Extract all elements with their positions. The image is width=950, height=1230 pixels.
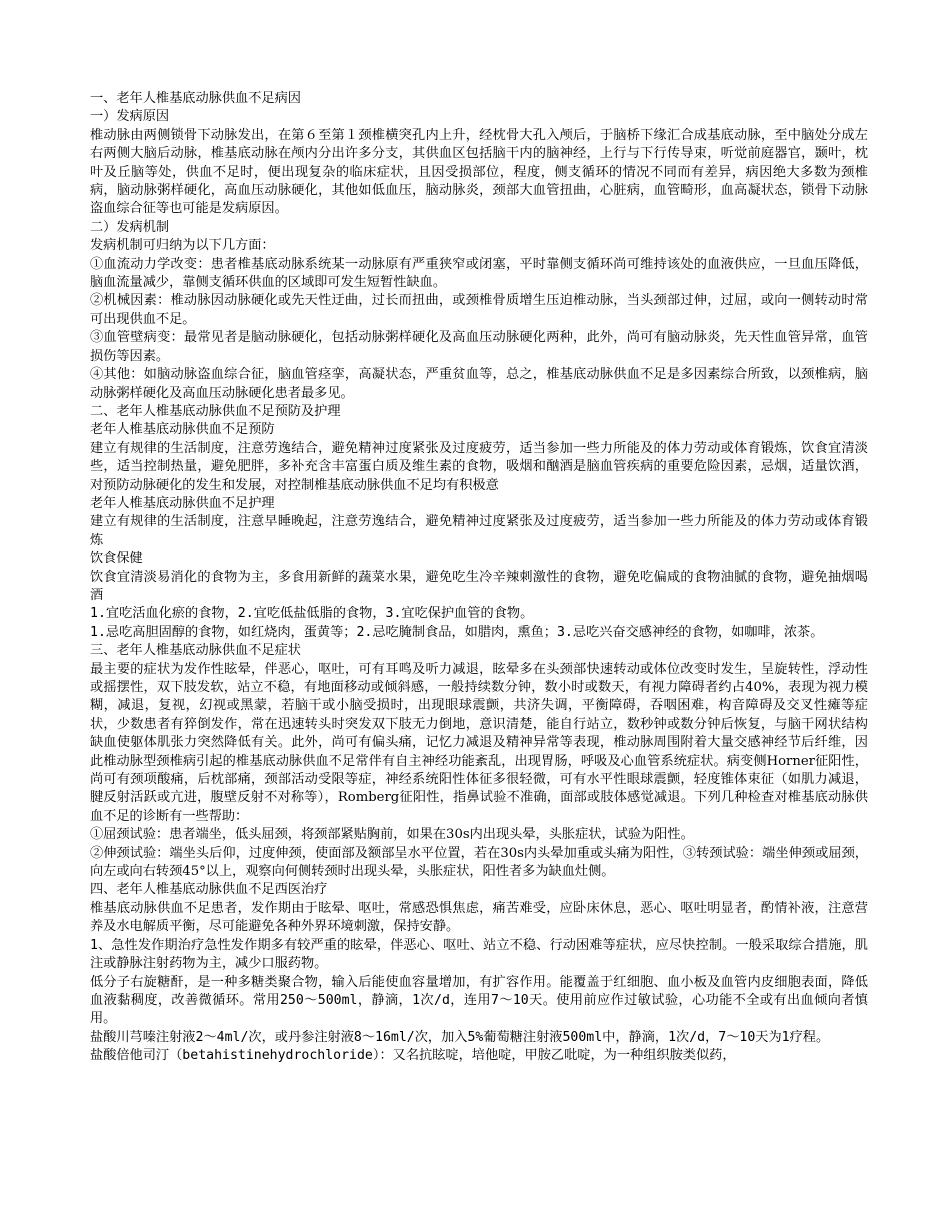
subheading-prevention: 老年人椎基底动脉供血不足预防 xyxy=(90,422,275,438)
paragraph-flexion-test: ①屈颈试验：患者端坐，低头屈颈，将颈部紧贴胸前，如果在30s内出现头晕，头胀症状，试验为阳性。 xyxy=(90,827,694,843)
paragraph-onset-cause: 椎动脉由两侧锁骨下动脉发出，在第６至第１颈椎横突孔内上升，经枕骨大孔入颅后，于脑桥下缘汇合成基底动脉，至中脑处分成左右两侧大脑后动脉，椎基底动脉在颅内分出许多分支，其供血区包括脑干内的脑神经，上行与下行传导束，听觉前庭器官，颞叶，枕叶及丘脑等处，供血不足时，便出现复杂的临床症状，且因受损部位，程度，侧支循环的情况不同而有差异，病因绝大多数为颈椎病，脑动脉粥样硬化，高血压动脉硬化，其他如低血压，脑动脉炎，颈部大血管扭曲，心脏病，血管畸形，血高凝状态，锁骨下动脉盗血综合征等也可能是发病原因。 xyxy=(90,127,868,217)
paragraph-diet: 饮食宜清淡易消化的食物为主，多食用新鲜的蔬菜水果，避免吃生冷辛辣刺激性的食物，避免吃偏咸的食物油腻的食物，避免抽烟喝酒 xyxy=(90,569,868,603)
heading-prevention-care: 二、老年人椎基底动脉供血不足预防及护理 xyxy=(90,403,341,419)
paragraph-dextran: 低分子右旋糖酐，是一种多糖类聚合物，输入后能使血容量增加，有扩容作用。能覆盖于红细胞、血小板及血管内皮细胞表面，降低血液黏稠度，改善微循环。常用250～500ml，静滴，1次/d，连用7～10天。使用前应作过敏试验，心功能不全或有出血倾向者慎用。 xyxy=(90,974,868,1027)
paragraph-diet-avoid: 1.忌吃高胆固醇的食物，如红烧肉，蛋黄等；2.忌吃腌制食品，如腊肉，熏鱼；3.忌吃兴奋交感神经的食物，如咖啡，浓茶。 xyxy=(90,624,824,640)
paragraph-mechanism-4: ④其他：如脑动脉盗血综合征，脑血管痉挛，高凝状态，严重贫血等，总之，椎基底动脉供血不足是多因素综合所致，以颈椎病，脑动脉粥样硬化及高血压动脉硬化患者最多见。 xyxy=(90,367,868,401)
paragraph-care: 建立有规律的生活制度，注意早睡晚起，注意劳逸结合，避免精神过度紧张及过度疲劳，适当参加一些力所能及的体力劳动或体育锻炼 xyxy=(90,514,868,548)
paragraph-extension-rotation-test: ②伸颈试验：端坐头后仰，过度伸颈，使面部及额部呈水平位置，若在30s内头晕加重或头痛为阳性，③转颈试验：端坐伸颈或屈颈，向左或向右转颈45°以上，观察向何侧转颈时出现头晕，头胀症状，阳性者多为缺血灶侧。 xyxy=(90,845,868,880)
heading-causes: 一、老年人椎基底动脉供血不足病因 xyxy=(90,91,301,106)
heading-western-treatment: 四、老年人椎基底动脉供血不足西医治疗 xyxy=(90,882,328,898)
paragraph-prevention: 建立有规律的生活制度，注意劳逸结合，避免精神过度紧张及过度疲劳，适当参加一些力所能及的体力劳动或体育锻炼，饮食宜清淡些，适当控制热量，避免肥胖，多补充含丰富蛋白质及维生素的食物，吸烟和酗酒是脑血管疾病的重要危险因素，忌烟，适量饮酒，对预防动脉硬化的发生和发展，对控制椎基底动脉供血不足均有积极意 xyxy=(90,440,868,493)
paragraph-mechanism-2: ②机械因素：椎动脉因动脉硬化或先天性迂曲，过长而扭曲，或颈椎骨质增生压迫椎动脉，当头颈部过伸，过屈，或向一侧转动时常可出现供血不足。 xyxy=(90,293,868,327)
paragraph-symptoms: 最主要的症状为发作性眩晕，伴恶心，呕吐，可有耳鸣及听力减退，眩晕多在头颈部快速转动或体位改变时发生，呈旋转性，浮动性或摇摆性，双下肢发软，站立不稳，有地面移动或倾斜感，一般持续数分钟，数小时或数天，有视力障碍者约占40%，表现为视力模糊，减退，复视，幻视或黑蒙，若脑干或小脑受损时，出现眼球震颤，共济失调，平衡障碍，吞咽困难，构音障碍及交叉性瘫等症状，少数患者有猝倒发作，常在迅速转头时突发双下肢无力倒地，意识清楚，能自行站立，数秒钟或数分钟后恢复，与脑干网状结构缺血使躯体肌张力突然降低有关。此外，尚可有偏头痛，记忆力减退及精神异常等表现，椎动脉周围附着大量交感神经节后纤维，因此椎动脉型颈椎病引起的椎基底动脉供血不足常伴有自主神经功能紊乱，出现胃肠，呼吸及心血管系统症状。病变侧Horner征阳性，尚可有颈项酸痛，后枕部痛，颈部活动受限等症，神经系统阳性体征多很轻微，可有水平性眼球震颤，轻度锥体束征（如肌力减退，腱反射活跃或亢进，腹壁反射不对称等），Romberg征阳性，指鼻试验不准确，面部或肢体感觉减退。下列几种检查对椎基底动脉供血不足的诊断有一些帮助： xyxy=(90,661,868,824)
subheading-mechanism: 二）发病机制 xyxy=(90,219,170,235)
paragraph-mechanism-3: ③血管壁病变：最常见者是脑动脉硬化，包括动脉粥样硬化及高血压动脉硬化两种，此外，尚可有脑动脉炎，先天性血管异常，血管损伤等因素。 xyxy=(90,330,868,364)
paragraph-mechanism-1: ①血流动力学改变：患者椎基底动脉系统某一动脉原有严重狭窄或闭塞，平时靠侧支循环尚可维持该处的血液供应，一旦血压降低，脑血流量减少，靠侧支循环供血的区域即可发生短暂性缺血。 xyxy=(90,256,868,291)
paragraph-betahistine: 盐酸倍他司汀（betahistinehydrochloride）：又名抗眩啶，培他啶，甲胺乙吡啶，为一种组织胺类似药， xyxy=(90,1048,736,1064)
subheading-care: 老年人椎基底动脉供血不足护理 xyxy=(90,495,275,511)
subheading-onset-cause: 一）发病原因 xyxy=(90,109,170,125)
paragraph-acute-phase: 1、急性发作期治疗急性发作期多有较严重的眩晕，伴恶心、呕吐、站立不稳、行动困难等症状，应尽快控制。一般采取综合措施，肌注或静脉注射药物为主，减少口服药物。 xyxy=(90,937,868,972)
paragraph-mechanism-intro: 发病机制可归纳为以下几方面： xyxy=(90,238,275,254)
paragraph-ligustrazine: 盐酸川芎嗪注射液2～4ml/次，或丹参注射液8～16ml/次，加入5%葡萄糖注射液500ml中，静滴，1次/d，7～10天为1疗程。 xyxy=(90,1029,830,1045)
subheading-diet: 饮食保健 xyxy=(90,551,143,567)
paragraph-diet-recommended: 1.宜吃活血化瘀的食物，2.宜吃低盐低脂的食物，3.宜吃保护血管的食物。 xyxy=(90,606,534,622)
heading-symptoms: 三、老年人椎基底动脉供血不足症状 xyxy=(90,643,301,659)
paragraph-treatment-general: 椎基底动脉供血不足患者，发作期由于眩晕、呕吐，常感恐惧焦虑，痛苦难受，应卧床休息，恶心、呕吐明显者，酌情补液，注意营养及水电解质平衡，尽可能避免各种外界环境刺激，保持安静。 xyxy=(90,900,868,935)
